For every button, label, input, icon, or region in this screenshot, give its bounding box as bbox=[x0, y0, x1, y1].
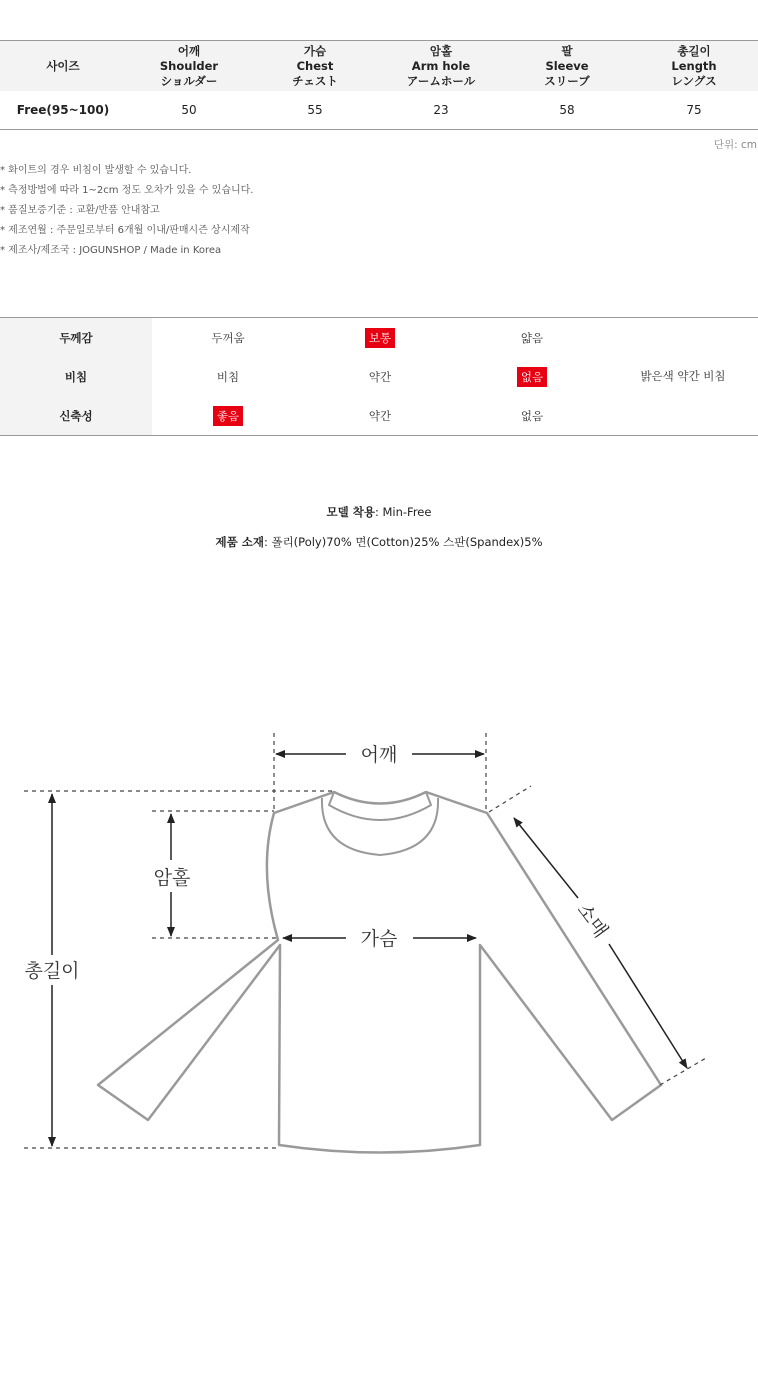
note-item: * 화이트의 경우 비침이 발생할 수 있습니다. bbox=[0, 165, 192, 176]
fabric-option: 비침 bbox=[216, 369, 240, 384]
model-value: : Min-Free bbox=[374, 505, 432, 519]
dimension-arrows bbox=[52, 754, 687, 1146]
fabric-option: 보통 bbox=[365, 328, 395, 348]
size-cell: Free(95~100) bbox=[0, 91, 126, 130]
note-item: * 제조사/제조국 : JOGUNSHOP / Made in Korea bbox=[0, 245, 222, 256]
fabric-label: 신축성 bbox=[0, 396, 152, 436]
header-size: 사이즈 bbox=[0, 41, 126, 92]
fabric-option: 약간 bbox=[368, 369, 392, 384]
material-label: 제품 소재 bbox=[215, 535, 264, 549]
shirt-illustration bbox=[98, 792, 661, 1153]
note-item: * 측정방법에 따라 1~2cm 정도 오차가 있을 수 있습니다. bbox=[0, 185, 254, 196]
diagram-armhole-label: 암홀 bbox=[153, 867, 191, 889]
fabric-label: 비침 bbox=[0, 357, 152, 396]
fabric-option: 약간 bbox=[368, 408, 392, 423]
fabric-option: 두꺼움 bbox=[211, 330, 245, 345]
header-sleeve: 팔 Sleeve スリーブ bbox=[504, 41, 630, 92]
fabric-option: 없음 bbox=[517, 367, 547, 387]
fabric-option: 좋음 bbox=[213, 406, 243, 426]
diagram-chest-label: 가슴 bbox=[360, 928, 398, 950]
diagram-length-label: 총길이 bbox=[24, 960, 80, 982]
header-length: 총길이 Length レングス bbox=[630, 41, 758, 92]
diagram-sleeve-label: 소매 bbox=[572, 899, 612, 942]
note-item: * 품질보증기준 : 교환/반품 안내참고 bbox=[0, 205, 160, 216]
length-cell: 75 bbox=[630, 91, 758, 130]
chest-cell: 55 bbox=[252, 91, 378, 130]
fabric-note: 밝은색 약간 비침 bbox=[640, 369, 726, 383]
material-value: : 폴리(Poly)70% 면(Cotton)25% 스판(Spandex)5% bbox=[263, 535, 543, 549]
header-armhole: 암홀 Arm hole アームホール bbox=[378, 41, 504, 92]
header-chest: 가슴 Chest チェスト bbox=[252, 41, 378, 92]
armhole-cell: 23 bbox=[378, 91, 504, 130]
fabric-option: 얇음 bbox=[520, 330, 544, 345]
model-label: 모델 착용 bbox=[326, 505, 375, 519]
fabric-label: 두께감 bbox=[0, 318, 152, 358]
note-item: * 제조연월 : 주문일로부터 6개월 이내/판매시즌 상시제작 bbox=[0, 225, 250, 236]
sleeve-cell: 58 bbox=[504, 91, 630, 130]
unit-label: 단위: cm bbox=[713, 139, 757, 151]
shoulder-cell: 50 bbox=[126, 91, 252, 130]
diagram-shoulder-label: 어깨 bbox=[360, 744, 398, 766]
header-shoulder: 어깨 Shoulder ショルダー bbox=[126, 41, 252, 92]
fabric-option: 없음 bbox=[520, 408, 544, 423]
